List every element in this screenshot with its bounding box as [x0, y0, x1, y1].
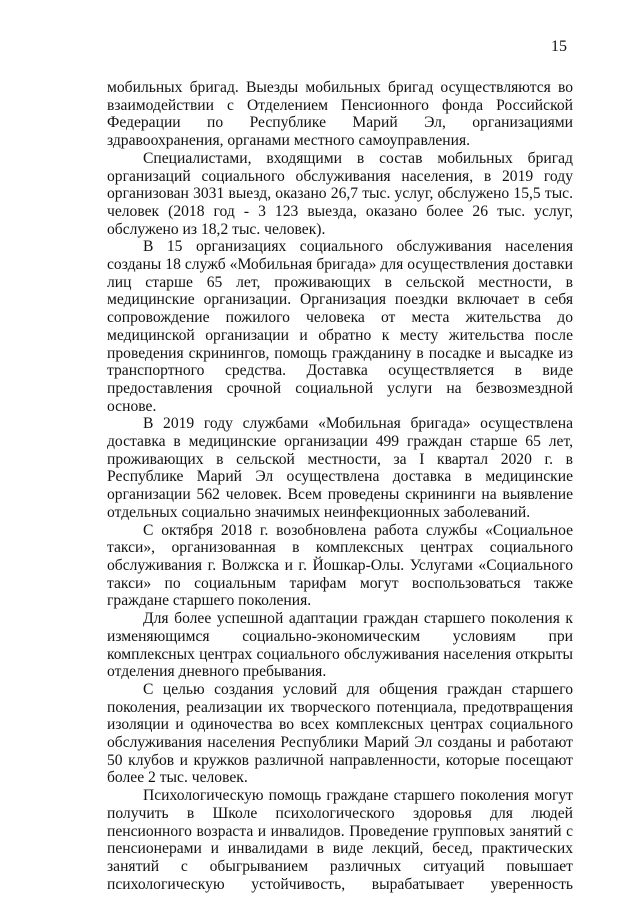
paragraph-mobile-brigades-cooperation: мобильных бригад. Выезды мобильных бригад осуществляются во взаимодействии с Отделением Пенсионного фонда Российской Федерации по Республике Марий Эл, организациями здравоохранения, органами местного самоуправления. [107, 79, 573, 150]
document-body [107, 79, 573, 893]
paragraph-social-taxi: С октября 2018 г. возобновлена работа службы «Социальное такси», организованная в комплексных центрах социального обслуживания г. Волжска и г. Йошкар-Олы. Услугами «Социального такси» по социальным тарифам могут воспользоваться также граждане старшего поколения. [107, 521, 573, 610]
page-number: 15 [551, 38, 567, 55]
paragraph-delivery-statistics: В 2019 году службами «Мобильная бригада» осуществлена доставка в медицинские организации 499 граждан старше 65 лет, проживающих в сельской местности, за I квартал 2020 г. в Республике Марий Эл осуществлена доставка в медицинские организации 562 человек. Всем проведены скрининги на выявление отдельных социально значимых неинфекционных заболеваний. [107, 415, 573, 521]
paragraph-clubs: С целью создания условий для общения граждан старшего поколения, реализации их творческого потенциала, предотвращения изоляции и одиночества во всех комплексных центрах социального обслуживания населения Республики Марий Эл созданы и работают 50 клубов и кружков различной направленности, которые посещают более 2 тыс. человек. [107, 680, 573, 787]
paragraph-mobile-brigade-services: В 15 организациях социального обслуживания населения созданы 18 служб «Мобильная бригада» для осуществления доставки лиц старше 65 лет, проживающих в сельской местности, в медицинские организации. Организация поездки включает в себя сопровождение пожилого человека от места жительства до медицинской организации и обратно к месту жительства после проведения скринингов, помощь гражданину в посадке и высадке из транспортного средства. Доставка осуществляется в виде предоставления срочной социальной услуги на безвозмездной основе. [107, 238, 573, 415]
paragraph-mobile-brigades-statistics: Специалистами, входящими в состав мобильных бригад организаций социального обслуживания населения, в 2019 году организован 3031 выезд, оказано 26,7 тыс. услуг, обслужено 15,5 тыс. человек (2018 год - 3 123 выезда, оказано более 26 тыс. услуг, обслужено из 18,2 тыс. человек). [107, 149, 573, 238]
paragraph-day-care-departments: Для более успешной адаптации граждан старшего поколения к изменяющимся социально-экономическим условиям при комплексных центрах социального обслуживания населения открыты отделения дневного пребывания. [107, 610, 573, 681]
paragraph-psychological-help: Психологическую помощь граждане старшего поколения могут получить в Школе психологического здоровья для людей пенсионного возраста и инвалидов. Проведение групповых занятий с пенсионерами и инвалидами в виде лекций, бесед, практических занятий с обыгрыванием различных ситуаций повышает психологическую устойчивость, вырабатывает уверенность [107, 787, 573, 893]
